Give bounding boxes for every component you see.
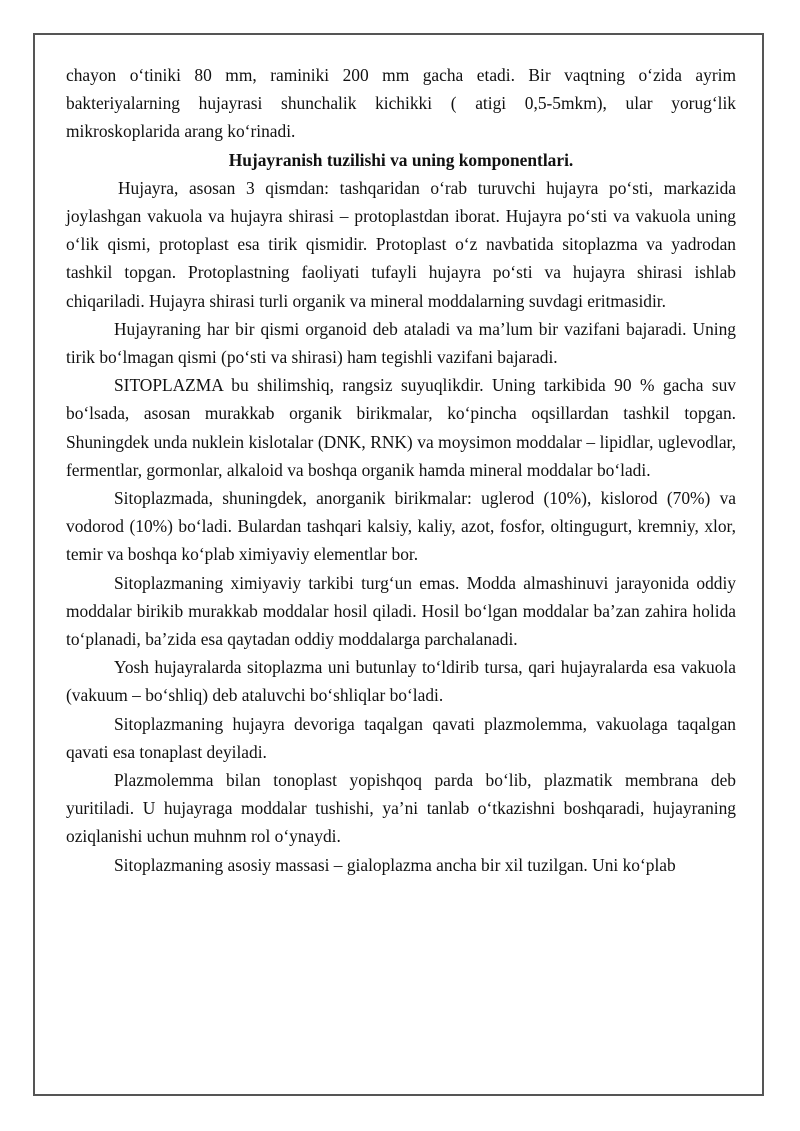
paragraph-cell-structure: Hujayra, asosan 3 qismdan: tashqaridan o‘rab turuvchi hujayra po‘sti, markazida joylashgan vakuola va hujayra shirasi – protoplastdan iborat. Hujayra po‘sti va vakuola uning o‘lik qismi, protoplast esa tirik qismidir. Protoplast o‘z navbatida sitoplazma va yadrodan tashkil topgan. Protoplastning faoliyati tufayli hujayra po‘sti va hujayra shirasi ishlab chiqariladi. Hujayra shirasi turli organik va mineral moddalarning suvdagi eritmasidir. xyxy=(66,177,736,311)
paragraph-sitoplazma: SITOPLAZMA bu shilimshiq, rangsiz suyuqlikdir. Uning tarkibida 90 % gacha suv bo‘lsada, asosan murakkab organik birikmalar, ko‘pincha oqsillardan tashkil topgan. Shuningdek unda nuklein kislotalar (DNK, RNK) va moysimon moddalar – lipidlar, uglevodlar, fermentlar, gormonlar, alkaloid va boshqa organik hamda mineral moddalar bo‘ladi. xyxy=(66,375,736,480)
paragraph-chemical-composition: Sitoplazmaning ximiyaviy tarkibi turg‘un emas. Modda almashinuvi jarayonida oddiy moddalar birikib murakkab moddalar hosil qiladi. Hosil bo‘lgan moddalar ba’zan zahira holida to‘planadi, ba’zida esa qaytadan oddiy moddalarga parchalanadi. xyxy=(66,572,736,650)
section-heading: Hujayranish tuzilishi va uning komponentlari. xyxy=(228,149,574,170)
paragraph-young-cells: Yosh hujayralarda sitoplazma uni butunlay to‘ldirib tursa, qari hujayralarda esa vakuola (vakuum – bo‘shliq) deb ataluvchi bo‘shliqlar bo‘ladi. xyxy=(66,657,736,706)
paragraph-organoid: Hujayraning har bir qismi organoid deb ataladi va ma’lum bir vazifani bajaradi. Uning tirik bo‘lmagan qismi (po‘sti va shirasi) ham tegishli vazifani bajaradi. xyxy=(66,318,736,368)
paragraph-inorganic-compounds: Sitoplazmada, shuningdek, anorganik birikmalar: uglerod (10%), kislorod (70%) va vodorod (10%) bo‘ladi. Bulardan tashqari kalsiy, kaliy, azot, fosfor, oltingugurt, kremniy, xlor, temir va boshqa ko‘plab ximiyaviy elementlar bor. xyxy=(66,488,736,565)
paragraph-gialoplazma: Sitoplazmaning asosiy massasi – gialoplazma ancha bir xil tuzilgan. Uni ko‘plab xyxy=(114,854,676,875)
paragraph-membrane: Plazmolemma bilan tonoplast yopishqoq parda bo‘lib, plazmatik membrana deb yuritiladi. U hujayraga moddalar tushishi, ya’ni tanlab o‘tkazishni boshqaradi, hujayraning oziqlanishi uchun muhnm rol o‘ynaydi. xyxy=(66,770,736,847)
document-body xyxy=(66,61,736,879)
paragraph-continuation: chayon o‘tiniki 80 mm, raminiki 200 mm gacha etadi. Bir vaqtning o‘zida ayrim bakteriyalarning hujayrasi shunchalik kichikki ( atigi 0,5-5mkm), ular yorug‘lik mikroskoplarida arang ko‘rinadi. xyxy=(66,65,736,142)
paragraph-plazmolemma: Sitoplazmaning hujayra devoriga taqalgan qavati plazmolemma, vakuolaga taqalgan qavati esa tonaplast deyiladi. xyxy=(66,713,736,762)
